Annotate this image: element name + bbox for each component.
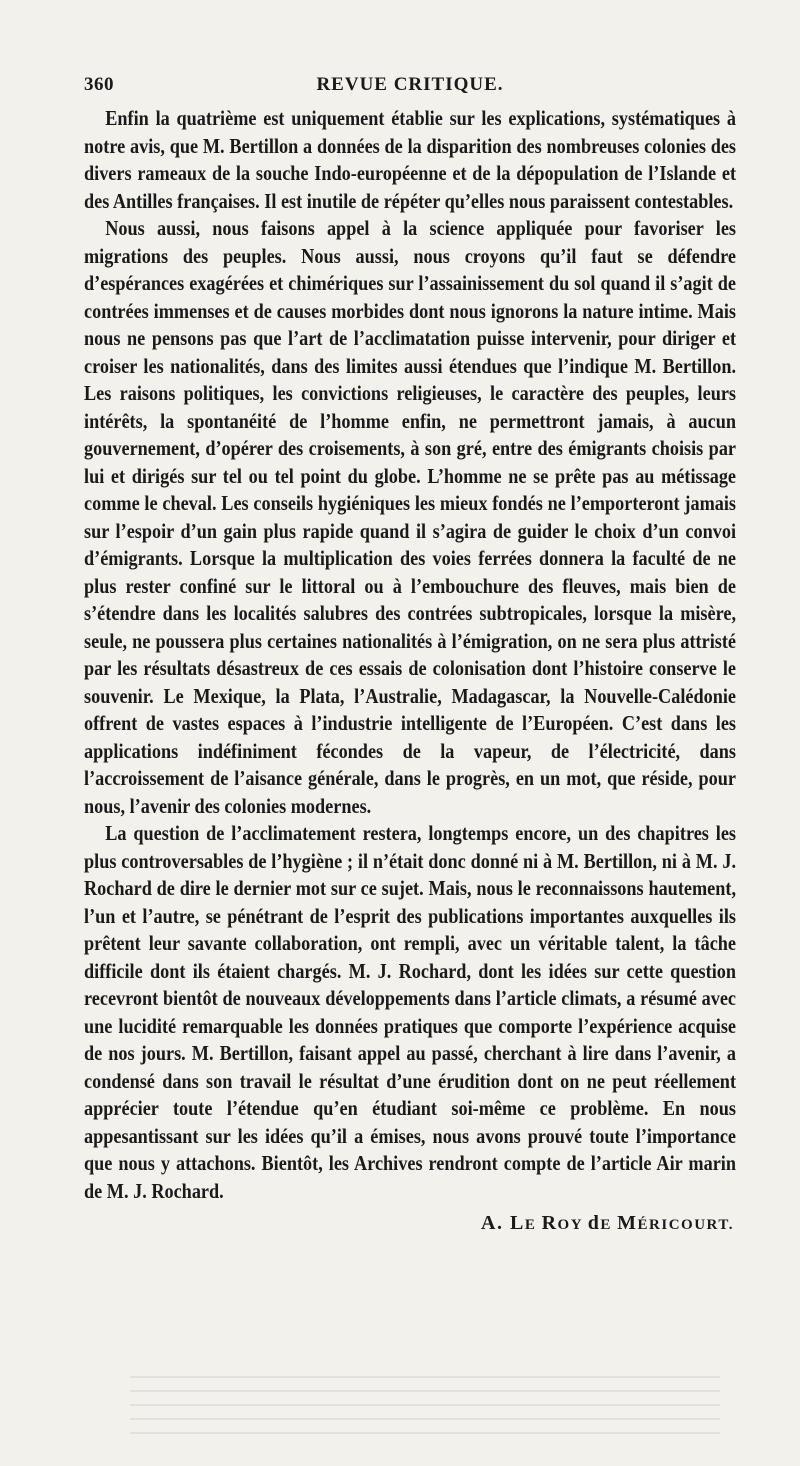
- signature-initial: A.: [481, 1212, 504, 1234]
- paragraph: Nous aussi, nous faisons appel à la science appliquée pour favoriser les migrations des peuples. Nous aussi, nous croyons qu’il faut se défendre d’espérances exagérées et chimériques sur l’assainissement du sol quand il s’agit de contrées immenses et de causes morbides dont nous ignorons la nature intime. Mais nous ne pensons pas que l’art de l’acclimatation puisse intervenir, pour diriger et croiser les nationalités, dans des limites aussi étendues que l’indique M. Bertillon. Les raisons politiques, les convictions religieuses, le caractère des peuples, leurs intérêts, la spontanéité de l’homme enfin, ne permettront jamais, à aucun gouvernement, d’opérer des croisements, à son gré, entre des émigrants choisis par lui et dirigés sur tel ou tel point du globe. L’homme ne se prête pas au métissage comme le cheval. Les conseils hygiéniques les mieux fondés ne l’emporteront jamais sur l’espoir d’un gain plus rapide quand il s’agira de guider le choix d’un convoi d’émigrants. Lorsque la multiplication des voies ferrées donnera la faculté de ne plus rester confiné sur le littoral ou à l’embouchure des fleuves, mais bien de s’étendre dans les localités salubres des contrées subtropicales, lorsque la misère, seule, ne poussera plus certaines nationalités à l’émigration, on ne sera plus attristé par les résultats désastreux de ces essais de colonisation dont l’histoire conserve le souvenir. Le Mexique, la Plata, l’Australie, Madagascar, la Nouvelle-Calédonie offrent de vastes espaces à l’industrie intelligente de l’Européen. C’est dans les applications indéfiniment fécondes de la vapeur, de l’électricité, dans l’accroissement de l’aisance générale, dans le progrès, en un mot, que réside, pour nous, l’avenir des colonies modernes.: [84, 218, 737, 818]
- paragraph: Enfin la quatrième est uniquement établie sur les explications, systématiques à notre avis, que M. Bertillon a données de la disparition des nombreuses colonies des divers rameaux de la souche Indo-européenne et de la dépopulation de l’Islande et des Antilles françaises. Il est inutile de répéter qu’elles nous paraissent contestables.: [84, 108, 737, 213]
- running-title: REVUE CRITIQUE.: [316, 74, 504, 95]
- page: [84, 72, 736, 1235]
- author-signature: [84, 1212, 736, 1235]
- signature-name: LE ROY dE MÉRICOURT.: [509, 1212, 734, 1234]
- page-header: [84, 72, 736, 106]
- paragraph: La question de l’acclimatement restera, longtemps encore, un des chapitres les plus controversables de l’hygiène ; il n’était donc donné ni à M. Bertillon, ni à M. J. Rochard de dire le dernier mot sur ce sujet. Mais, nous le reconnaissons hautement, l’un et l’autre, se pénétrant de l’esprit des publications importantes auxquelles ils prêtent leur savante collaboration, ont rempli, avec un véritable talent, la tâche difficile dont ils étaient chargés. M. J. Rochard, dont les idées sur cette question recevront bientôt de nouveaux développements dans l’article climats, a résumé avec une lucidité remarquable les données pratiques que comporte l’expérience acquise de nos jours. M. Bertillon, faisant appel au passé, cherchant à lire dans l’avenir, a condensé dans son travail le résultat d’une érudition dont on ne peut réellement apprécier toute l’étendue qu’en étudiant soi-même ce problème. En nous appesantissant sur les idées qu’il a émises, nous avons prouvé toute l’importance que nous y attachons. Bientôt, les Archives rendront compte de l’article Air marin de M. J. Rochard.: [84, 823, 737, 1203]
- bleed-through-text: [130, 1376, 720, 1436]
- page-number: 360: [84, 74, 114, 95]
- article-body: [84, 106, 736, 1206]
